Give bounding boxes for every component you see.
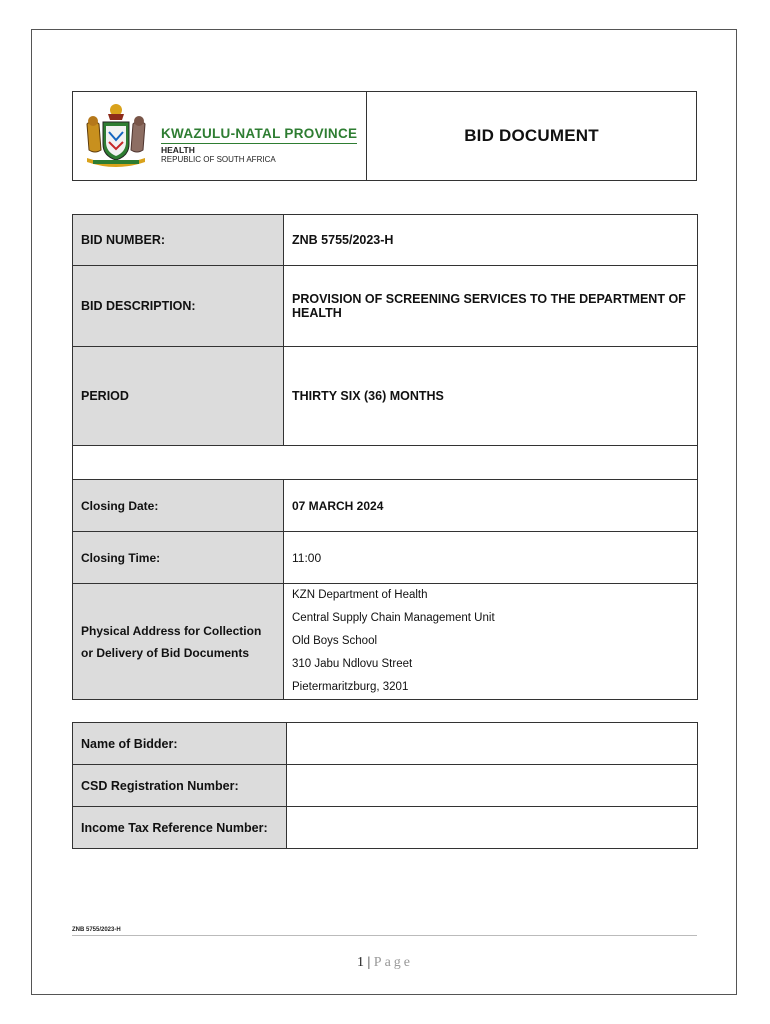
page-number-value: 1	[356, 955, 364, 970]
document-title: BID DOCUMENT	[464, 126, 599, 145]
table-row	[73, 723, 698, 765]
spacer-row	[73, 446, 698, 480]
bidder-name-label: Name of Bidder:	[73, 723, 287, 765]
table-row	[73, 266, 698, 347]
table-row	[73, 532, 698, 584]
address-line: Old Boys School	[292, 635, 378, 647]
closing-date-value: 07 MARCH 2024	[284, 480, 698, 532]
page-separator: |	[367, 955, 371, 970]
closing-time-value: 11:00	[284, 532, 698, 584]
department-logo-block	[73, 92, 367, 180]
csd-registration-field[interactable]	[287, 765, 698, 807]
address-line: 310 Jabu Ndlovu Street	[292, 658, 413, 670]
closing-date-label: Closing Date:	[73, 480, 284, 532]
page-number	[0, 955, 770, 971]
table-row	[73, 347, 698, 446]
table-row	[73, 807, 698, 849]
bidder-details-table	[72, 722, 698, 849]
country-name: REPUBLIC OF SOUTH AFRICA	[161, 155, 276, 164]
coat-of-arms-icon	[81, 102, 151, 170]
table-row	[73, 765, 698, 807]
empty-cell	[73, 446, 698, 480]
footer-reference: ZNB 5755/2023-H	[72, 927, 121, 933]
bid-number-value: ZNB 5755/2023-H	[284, 215, 698, 266]
document-header	[72, 91, 697, 181]
table-row	[73, 480, 698, 532]
closing-time-label: Closing Time:	[73, 532, 284, 584]
income-tax-field[interactable]	[287, 807, 698, 849]
bidder-name-field[interactable]	[287, 723, 698, 765]
table-row	[73, 215, 698, 266]
address-line: Central Supply Chain Management Unit	[292, 612, 495, 624]
province-name: KWAZULU-NATAL PROVINCE	[161, 126, 358, 141]
bid-number-label: BID NUMBER:	[73, 215, 284, 266]
period-value: THIRTY SIX (36) MONTHS	[284, 347, 698, 446]
address-line: Pietermaritzburg, 3201	[292, 681, 409, 693]
footer-divider	[72, 935, 697, 936]
bid-description-label: BID DESCRIPTION:	[73, 266, 284, 347]
address-value	[284, 584, 698, 700]
divider	[161, 143, 357, 144]
csd-registration-label: CSD Registration Number:	[73, 765, 287, 807]
bid-description-value: PROVISION OF SCREENING SERVICES TO THE DEPARTMENT OF HEALTH	[284, 266, 698, 347]
table-row	[73, 584, 698, 700]
department-name: HEALTH	[161, 145, 195, 155]
period-label: PERIOD	[73, 347, 284, 446]
income-tax-label: Income Tax Reference Number:	[73, 807, 287, 849]
page-label: Page	[373, 955, 414, 970]
address-label: Physical Address for Collection or Delivery of Bid Documents	[73, 584, 284, 700]
bid-details-table	[72, 214, 698, 700]
address-line: KZN Department of Health	[292, 589, 428, 601]
